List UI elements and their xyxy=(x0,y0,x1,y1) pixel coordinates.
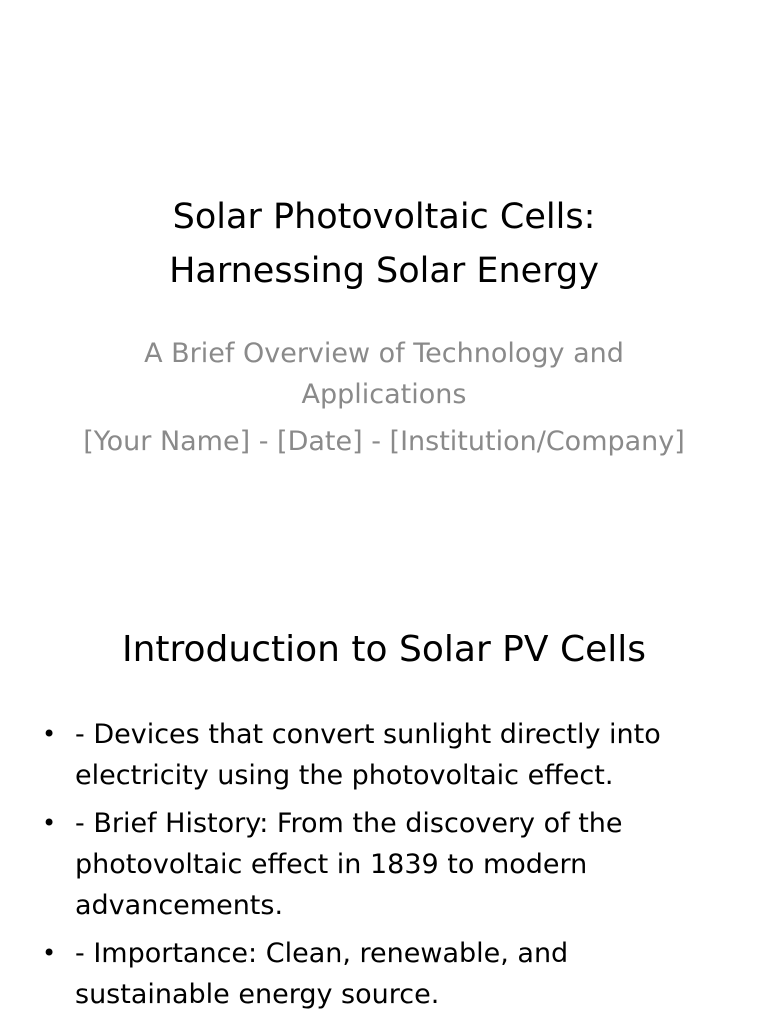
slide-title-heading xyxy=(60,190,708,298)
bullet-text: - Devices that convert sunlight directly into electricity using the photovoltaic effect. xyxy=(75,719,661,791)
bullet-icon: • xyxy=(42,720,57,748)
bullet-item xyxy=(40,803,700,926)
bullet-icon: • xyxy=(42,809,57,837)
subtitle-line-2: [Your Name] - [Date] - [Institution/Company] xyxy=(83,426,685,457)
bullet-list xyxy=(40,714,700,1022)
slide-introduction xyxy=(0,576,768,1024)
title-line-2: Harnessing Solar Energy xyxy=(169,251,599,291)
bullet-icon: • xyxy=(42,939,57,967)
bullet-text: - Importance: Clean, renewable, and sustainable energy source. xyxy=(75,938,569,1010)
title-line-1: Solar Photovoltaic Cells: xyxy=(172,197,596,237)
bullet-item xyxy=(40,933,700,1015)
slide-subtitle xyxy=(60,333,708,462)
bullet-text: - Brief History: From the discovery of the photovoltaic effect in 1839 to modern advancements. xyxy=(75,808,623,921)
bullet-item xyxy=(40,714,700,796)
subtitle-line-1: A Brief Overview of Technology and Applications xyxy=(144,338,624,410)
slide-heading: Introduction to Solar PV Cells xyxy=(121,629,647,670)
